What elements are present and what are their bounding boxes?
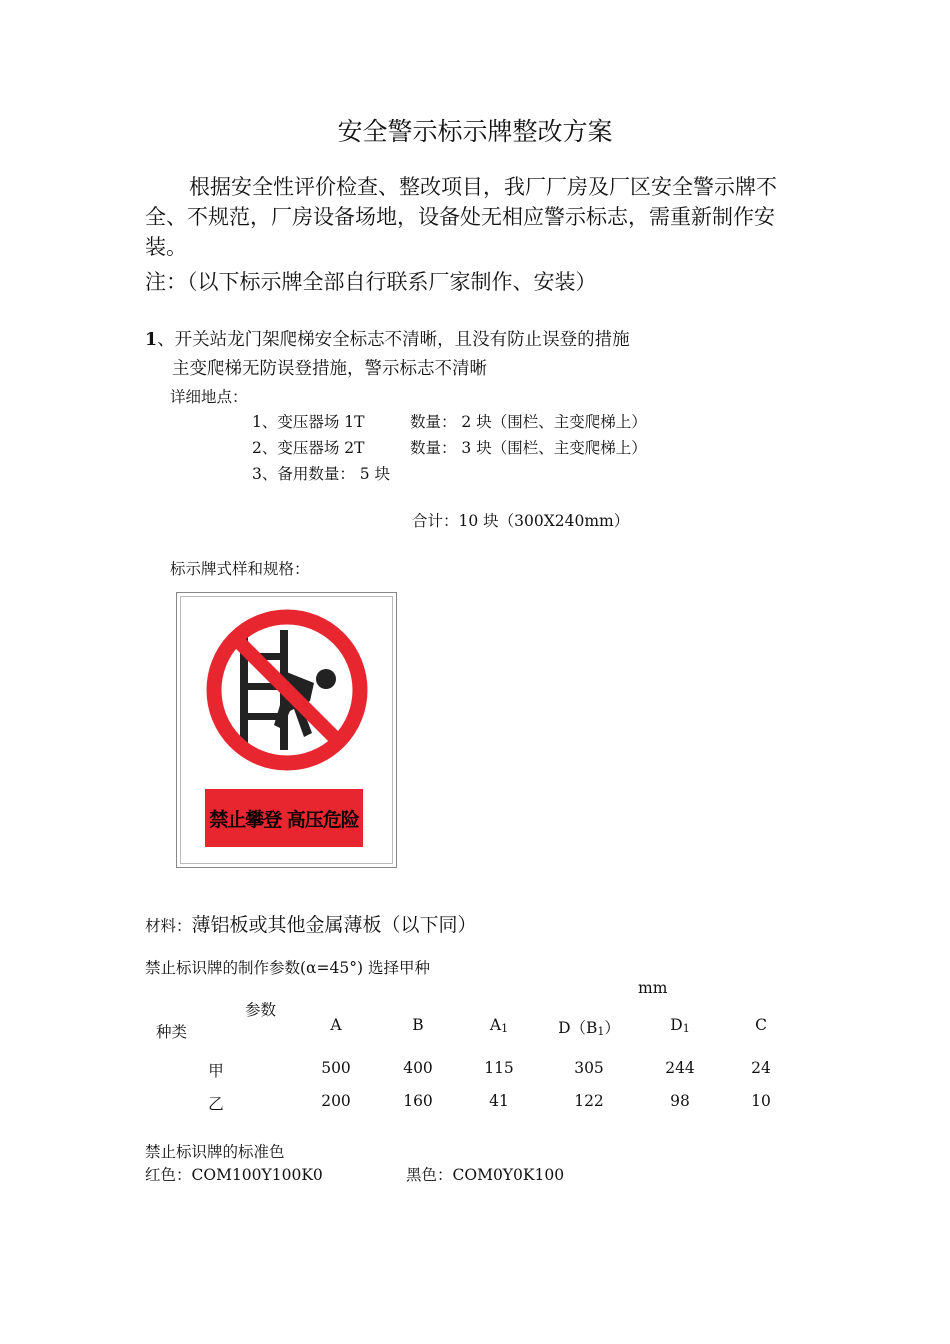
params-corner-top: 参数 [245, 1001, 277, 1019]
no-climbing-icon [202, 605, 372, 775]
column-header [296, 1016, 376, 1035]
section1-heading [145, 326, 630, 351]
column-header-sub: 1 [597, 1025, 605, 1038]
params-caption: 禁止标识牌的制作参数(α=45°) 选择甲种 [145, 959, 430, 977]
column-header-text: D（B [558, 1019, 598, 1037]
location-item-2-qty: 数量： 3 块（围栏、主变爬梯上） [410, 439, 647, 457]
column-header-text: A [330, 1016, 342, 1034]
column-header-sub: 1 [501, 1022, 509, 1035]
material-line [145, 910, 477, 937]
locations-label: 详细地点： [170, 388, 248, 406]
column-header-text: C [755, 1016, 767, 1034]
column-header [378, 1016, 458, 1035]
table-cell: 10 [751, 1092, 771, 1110]
table-cell: 115 [484, 1059, 514, 1077]
material-text: 薄铝板或其他金属薄板（以下同） [191, 914, 477, 936]
table-cell: 122 [574, 1092, 604, 1110]
column-header [549, 1016, 629, 1038]
column-header-sub: 1 [682, 1022, 690, 1035]
sign-banner: 禁止攀登 高压危险 [205, 789, 363, 847]
row-type: 乙 [208, 1095, 224, 1113]
location-item-2-name: 2、变压器场 2T [252, 439, 365, 457]
column-header-suffix: ） [604, 1019, 620, 1037]
red-color-spec: 红色：COM100Y100K0 [145, 1166, 323, 1184]
column-header [640, 1016, 720, 1035]
black-color-spec: 黑色：COM0Y0K100 [406, 1166, 565, 1184]
table-cell: 41 [489, 1092, 509, 1110]
column-header [459, 1016, 539, 1035]
table-cell: 244 [665, 1059, 695, 1077]
no-climbing-sign [176, 592, 397, 868]
table-cell: 500 [321, 1059, 351, 1077]
location-item-1-name: 1、变压器场 1T [252, 413, 365, 431]
style-label: 标示牌式样和规格： [170, 560, 310, 578]
column-header-text: D [670, 1016, 683, 1034]
column-header-text: A [489, 1016, 502, 1034]
note: 注：（以下标示牌全部自行联系厂家制作、安装） [145, 270, 597, 294]
column-header [721, 1016, 801, 1035]
total-line: 合计：10 块（300X240mm） [412, 512, 630, 530]
column-header-text: B [412, 1016, 424, 1034]
section1-heading-text: 、开关站龙门架爬梯安全标志不清晰，且没有防止误登的措施 [157, 330, 630, 350]
page-title: 安全警示标示牌整改方案 [337, 117, 613, 146]
material-label: 材料： [145, 917, 192, 935]
table-cell: 200 [321, 1092, 351, 1110]
table-cell: 98 [670, 1092, 690, 1110]
table-cell: 24 [751, 1059, 771, 1077]
intro-paragraph: 根据安全性评价检查、整改项目，我厂厂房及厂区安全警示牌不全、不规范，厂房设备场地，设备处无相应警示标志，需重新制作安装。 [145, 175, 777, 259]
location-item-1-qty: 数量： 2 块（围栏、主变爬梯上） [410, 413, 647, 431]
table-cell: 160 [403, 1092, 433, 1110]
section1-number: 1 [145, 330, 158, 350]
table-cell: 305 [574, 1059, 604, 1077]
params-unit: mm [638, 979, 668, 997]
colors-heading: 禁止标识牌的标准色 [145, 1143, 285, 1161]
params-corner-left: 种类 [156, 1023, 188, 1041]
row-type: 甲 [208, 1062, 224, 1080]
section1-subheading: 主变爬梯无防误登措施，警示标志不清晰 [172, 359, 487, 379]
location-item-3-name: 3、备用数量： 5 块 [252, 465, 391, 483]
table-cell: 400 [403, 1059, 433, 1077]
